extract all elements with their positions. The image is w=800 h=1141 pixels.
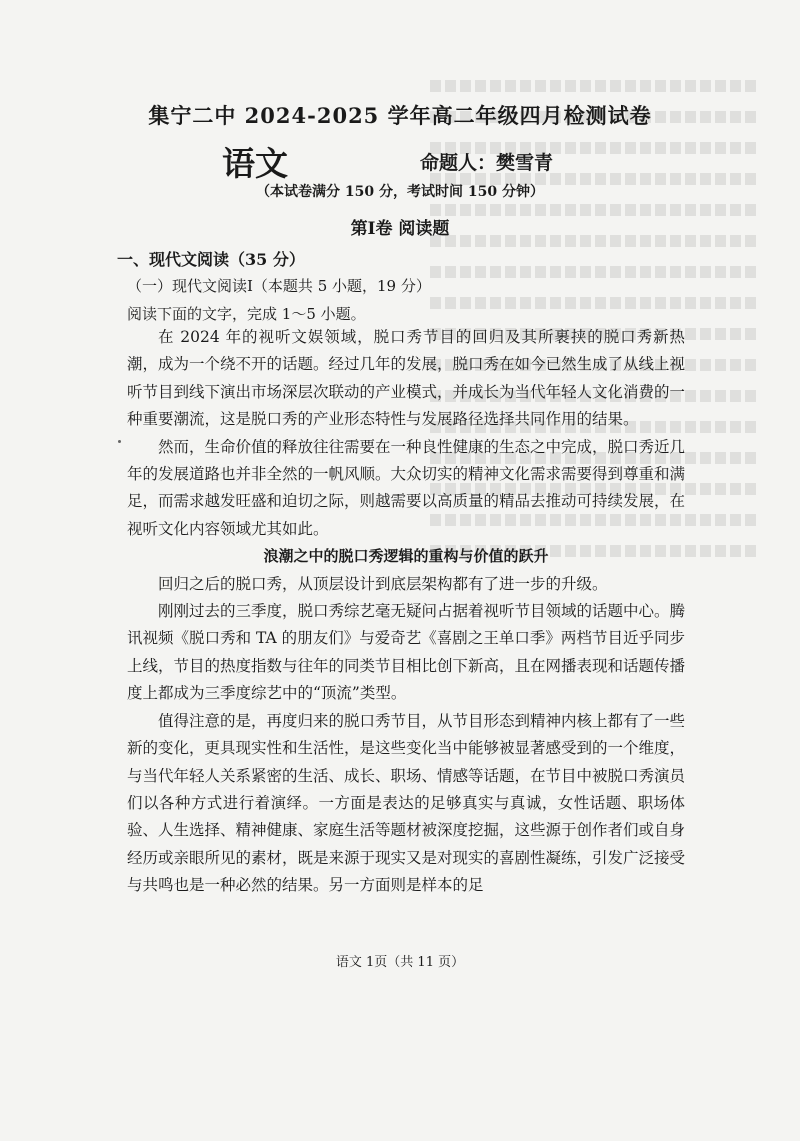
paragraph: 值得注意的是，再度归来的脱口秀节目，从节目形态到精神内核上都有了一些新的变化，更具现实性和生活性，是这些变化当中能够被显著感受到的一个维度，与当代年轻人关系紧密的生活、成长、职场、情感等话题，在节目中被脱口秀演员们以各种方式进行着演绎。一方面是表达的足够真实与真诚，女性话题、职场体验、人生选择、精神健康、家庭生活等题材被深度挖掘，这些源于创作者们或自身经历或亲眼所见的素材，既是来源于现实又是对现实的喜剧性凝练，引发广泛接受与共鸣也是一种必然的结果。另一方面则是样本的足 [127,711,686,895]
volume-title: 第Ⅰ卷 阅读题 [350,219,450,239]
article-body [127,324,685,900]
paragraph: 刚刚过去的三季度，脱口秀综艺毫无疑问占据着视听节目领域的话题中心。腾讯视频《脱口秀和 TA 的朋友们》与爱奇艺《喜剧之王单口季》两档节目近乎同步上线，节目的热度指数与往年的同类节目相比创下新高，且在网播表现和话题传播度上都成为三季度综艺中的“顶流”类型。 [127,602,686,703]
exam-title: 集宁二中 2024-2025 学年高二年级四月检测试卷 [148,103,652,128]
paragraph: 然而，生命价值的释放往往需要在一种良性健康的生态之中完成，脱口秀近几年的发展道路也并非全然的一帆风顺。大众切实的精神文化需求需要得到尊重和满足，而需求越发旺盛和迫切之际，则越需要以高质量的精品去推动可持续发展，在视听文化内容领域尤其如此。 [127,437,686,538]
author-line: 命题人：樊雪青 [420,152,554,174]
section-title: 一、现代文阅读（35 分） [117,250,305,269]
subject-title: 语文 [222,144,288,183]
article-heading: 浪潮之中的脱口秀逻辑的重构与价值的跃升 [263,547,549,566]
scan-speck [118,440,121,443]
paragraph: 回归之后的脱口秀，从顶层设计到底层架构都有了进一步的升级。 [158,574,608,593]
page-footer: 语文 1页（共 11 页） [335,955,465,970]
subsection-title: （一）现代文阅读Ⅰ（本题共 5 小题，19 分） [127,277,431,295]
reading-instruction: 阅读下面的文字，完成 1～5 小题。 [127,305,366,323]
exam-note: （本试卷满分 150 分，考试时间 150 分钟） [256,184,544,200]
paragraph: 在 2024 年的视听文娱领域，脱口秀节目的回归及其所裹挟的脱口秀新热潮，成为一个绕不开的话题。经过几年的发展，脱口秀在如今已然生成了从线上视听节目到线下演出市场深层次联动的产业模式，并成长为当代年轻人文化消费的一种重要潮流，这是脱口秀的产业形态特性与发展路径选择共同作用的结果。 [127,328,686,429]
